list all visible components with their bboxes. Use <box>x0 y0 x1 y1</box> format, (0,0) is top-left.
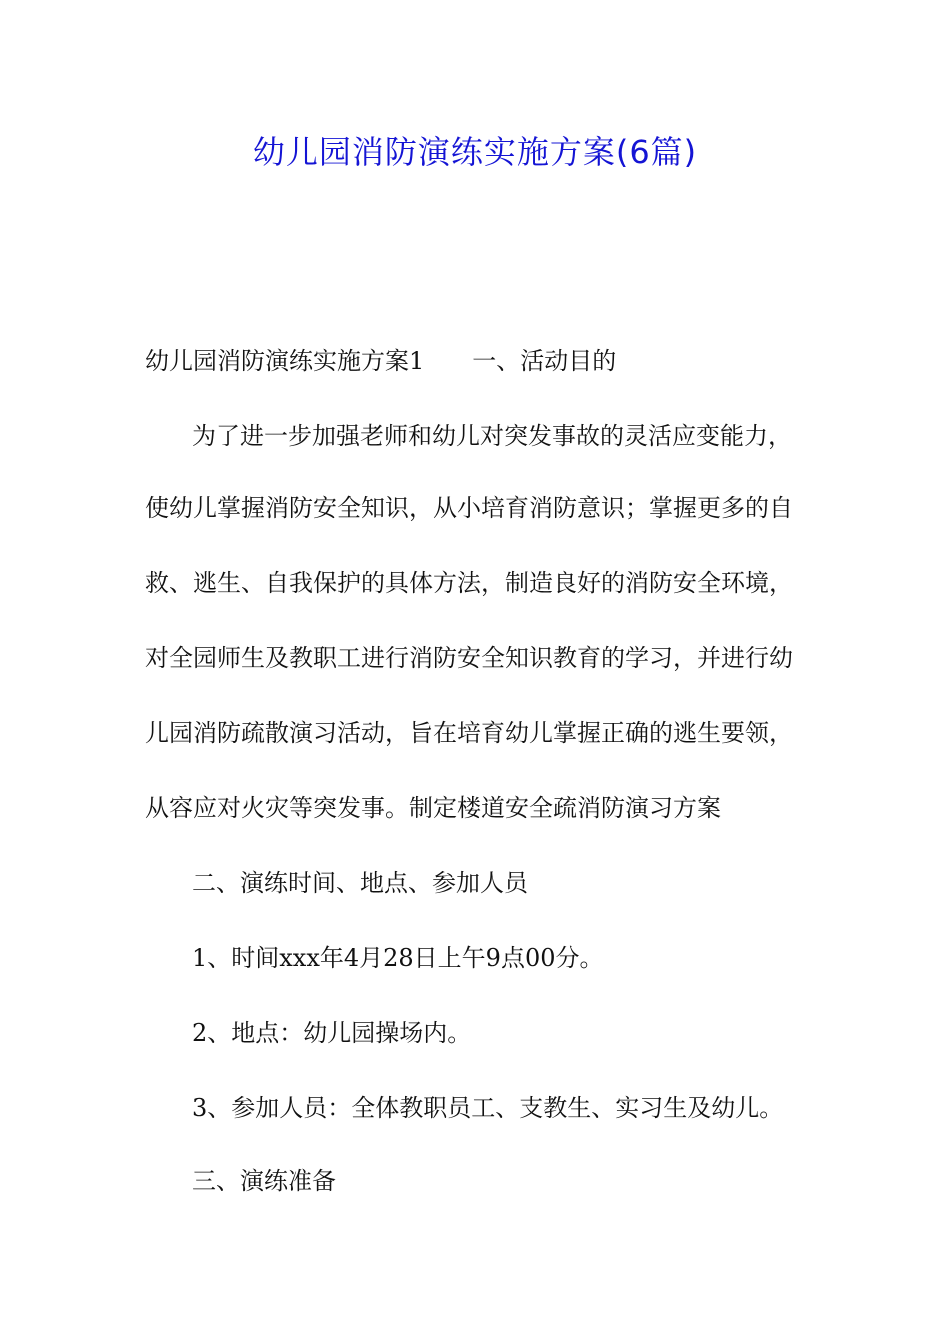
document-title: 幼儿园消防演练实施方案(6篇) <box>252 133 698 171</box>
paragraph-line: 救、逃生、自我保护的具体方法，制造良好的消防安全环境， <box>145 569 793 597</box>
heading-two: 二、演练时间、地点、参加人员 <box>192 869 528 897</box>
section-heading: 幼儿园消防演练实施方案1 <box>145 347 425 375</box>
paragraph-line: 为了进一步加强老师和幼儿对突发事故的灵活应变能力， <box>192 422 792 450</box>
paragraph-line: 儿园消防疏散演习活动，旨在培育幼儿掌握正确的逃生要领， <box>145 719 793 747</box>
paragraph-line: 对全园师生及教职工进行消防安全知识教育的学习，并进行幼 <box>145 644 793 672</box>
paragraph-line: 从容应对火灾等突发事。制定楼道安全疏消防演习方案 <box>145 794 721 822</box>
heading-one: 一、活动目的 <box>472 347 617 375</box>
list-item: 1、时间xxx年4月28日上午9点00分。 <box>192 944 604 972</box>
section-heading-line <box>145 343 616 379</box>
list-item: 3、参加人员：全体教职员工、支教生、实习生及幼儿。 <box>192 1094 784 1122</box>
heading-three: 三、演练准备 <box>192 1167 336 1195</box>
paragraph-line: 使幼儿掌握消防安全知识，从小培育消防意识；掌握更多的自 <box>145 494 793 522</box>
list-item: 2、地点：幼儿园操场内。 <box>192 1019 472 1047</box>
